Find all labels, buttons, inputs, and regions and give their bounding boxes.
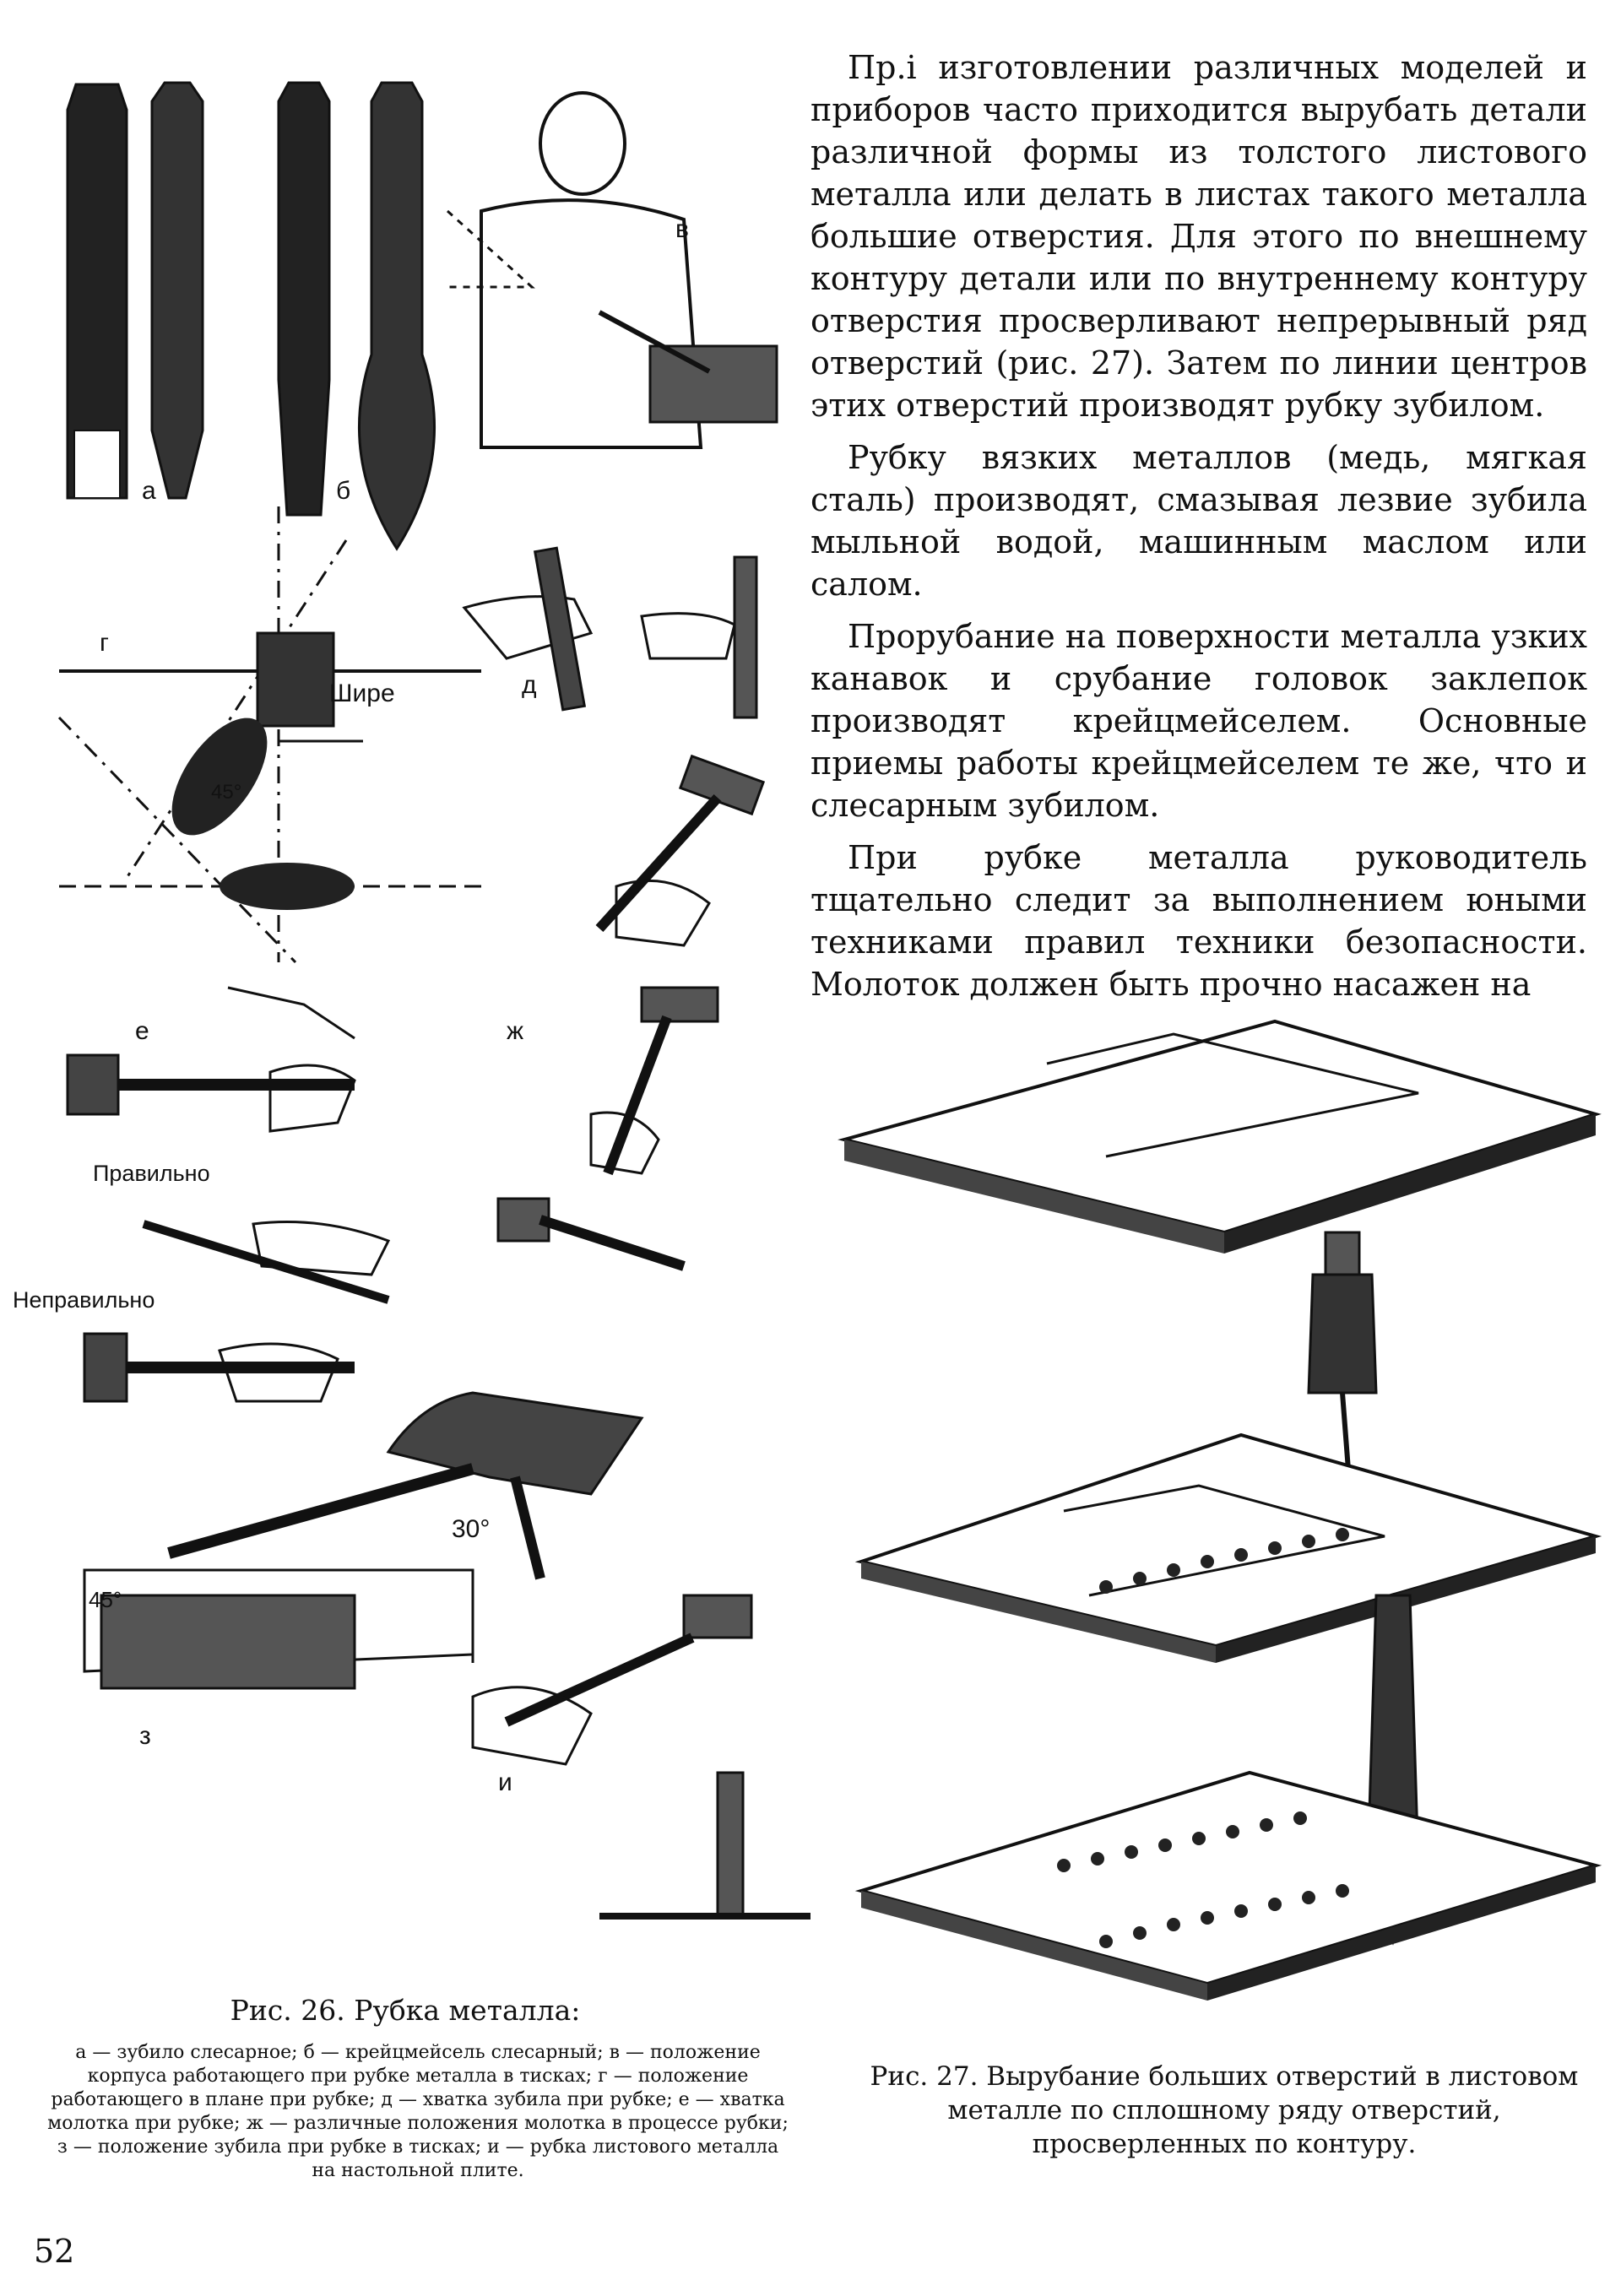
- label-e: е: [135, 1017, 149, 1045]
- figure26-caption-title: Рис. 26. Рубка металла:: [230, 1994, 581, 2027]
- body-text: [810, 46, 1587, 1015]
- paragraph-1: Пр.і изготовлении различных моделей и приборов часто приходится вырубать детали различной формы из толстого листового металла или делать в листах такого металла большие отверстия. Для этого по внешнему контуру детали или по внутреннему контуру отверстия просверливают непрерывный ряд отверстий (рис. 27). Затем по линии центров этих отверстий производят рубку зубилом.: [810, 49, 1587, 424]
- paragraph-2: Рубку вязких металлов (медь, мягкая сталь) производят, смазывая лезвие зубила мыльной водой, машинным маслом или салом.: [810, 439, 1587, 603]
- label-zh: ж: [507, 1017, 524, 1045]
- metal-sheet-outline-illustration: [836, 988, 1596, 1258]
- paragraph-3: Прорубание на поверхности металла узких канавок и срубание головок заклепок производят крейцмейселем. Основные приемы работы крейцмейселем те же, что и слесарным зубилом.: [810, 618, 1587, 824]
- label-i: и: [498, 1768, 512, 1796]
- label-incorrect: Неправильно: [13, 1287, 155, 1313]
- label-angle30: 30°: [452, 1515, 491, 1543]
- hammer-in-hand-illustration: [583, 760, 802, 962]
- label-angle45-bottom: 45°: [89, 1587, 122, 1612]
- label-g: г: [100, 629, 109, 657]
- figure26-caption-text: а — зубило слесарное; б — крейцмейсель слесарный; в — положение корпуса работающего при рубке металла в тисках; г — положение работающего в плане при рубке; д — хватка зубила при рубке; е — хватка молотка при рубке; ж — различные положения молотка в процессе рубки; з — положение зубила при рубке в тисках; и — рубка листового металла на настольной плите.: [47, 2042, 789, 2181]
- paragraph-4: При рубке металла руководитель тщательно следит за выполнением юными техниками правил техники безопасности. Молоток должен быть прочно насажен на: [810, 839, 1587, 1003]
- chisel-a-illustration: [59, 76, 220, 515]
- page-number: 52: [34, 2233, 75, 2270]
- crosscut-chisel-b-illustration: [270, 76, 456, 515]
- label-angle45-top: 45°: [211, 781, 242, 804]
- label-d: д: [522, 671, 537, 699]
- label-z: з: [139, 1722, 151, 1750]
- label-wider: Шире: [329, 680, 395, 707]
- figure27-caption: Рис. 27. Вырубание больших отверстий в листовом металле по сплошному ряду отверстий, просверленных по контуру.: [870, 2061, 1579, 2159]
- label-v: в: [675, 215, 689, 243]
- metal-sheet-chiseling-illustration: [853, 1587, 1604, 2026]
- hammer-positions-illustration: [481, 979, 785, 1283]
- worker-at-vise-illustration: [431, 93, 802, 456]
- label-b: б: [336, 477, 351, 505]
- hammer-grip-illustration: [51, 971, 388, 1173]
- label-a: а: [142, 477, 156, 505]
- label-correct: Правильно: [93, 1161, 210, 1186]
- worker-plan-view-illustration: [59, 506, 481, 962]
- chisel-grip-illustration: [456, 540, 777, 726]
